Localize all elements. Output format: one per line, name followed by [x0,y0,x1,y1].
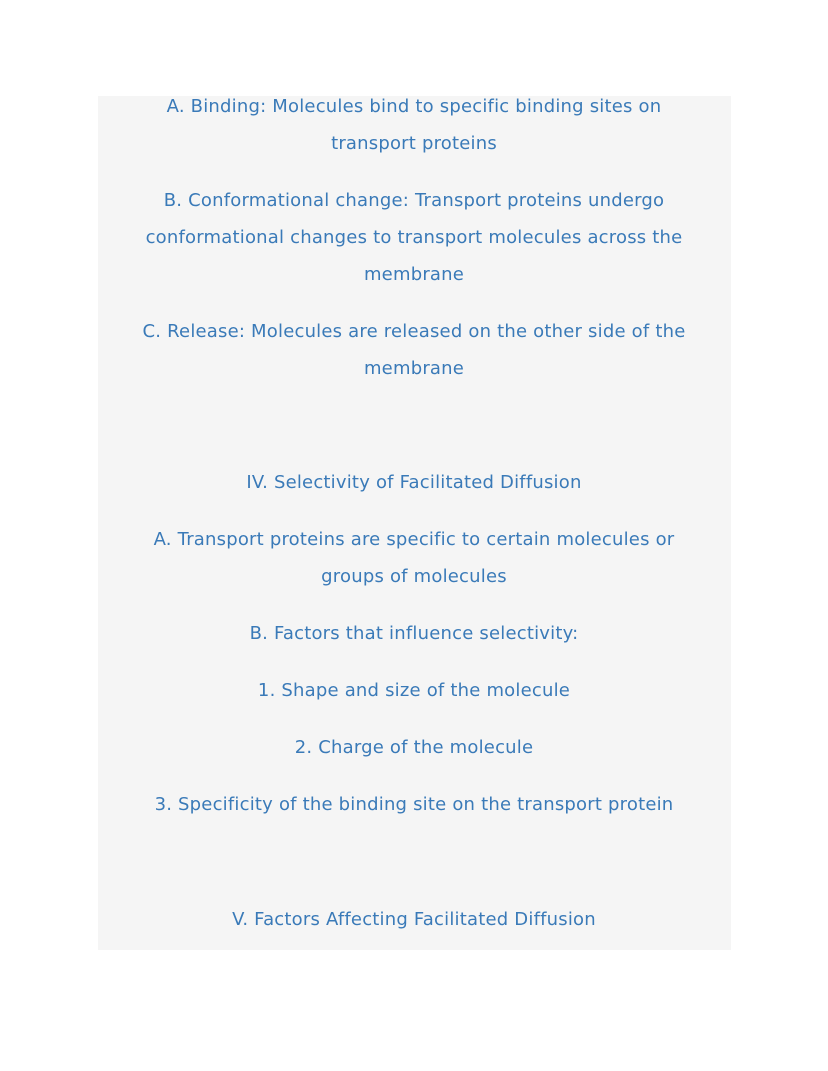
conformational-text-line-3: membrane [363,264,465,285]
factor-1: 1. Shape and size of the molecule [257,680,571,701]
release-text-line-2: membrane [363,358,465,379]
binding-text-line-1: A. Binding: Molecules bind to specific binding sites on [166,96,662,117]
release-text-line-1: C. Release: Molecules are released on the other side of the [142,321,686,342]
selectivity-item-a-line-1: A. Transport proteins are specific to certain molecules or [153,529,675,550]
document-panel [98,96,731,950]
factor-2: 2. Charge of the molecule [294,737,534,758]
factor-3: 3. Specificity of the binding site on the transport protein [154,794,674,815]
binding-text-line-2: transport proteins [331,133,497,154]
section-4-heading: IV. Selectivity of Facilitated Diffusion [246,472,582,493]
conformational-text-line-2: conformational changes to transport molecules across the [145,227,683,248]
selectivity-item-b: B. Factors that influence selectivity: [249,623,579,644]
conformational-text-line-1: B. Conformational change: Transport proteins undergo [163,190,665,211]
selectivity-item-a-line-2: groups of molecules [321,566,507,587]
section-5-heading: V. Factors Affecting Facilitated Diffusion [232,909,596,930]
